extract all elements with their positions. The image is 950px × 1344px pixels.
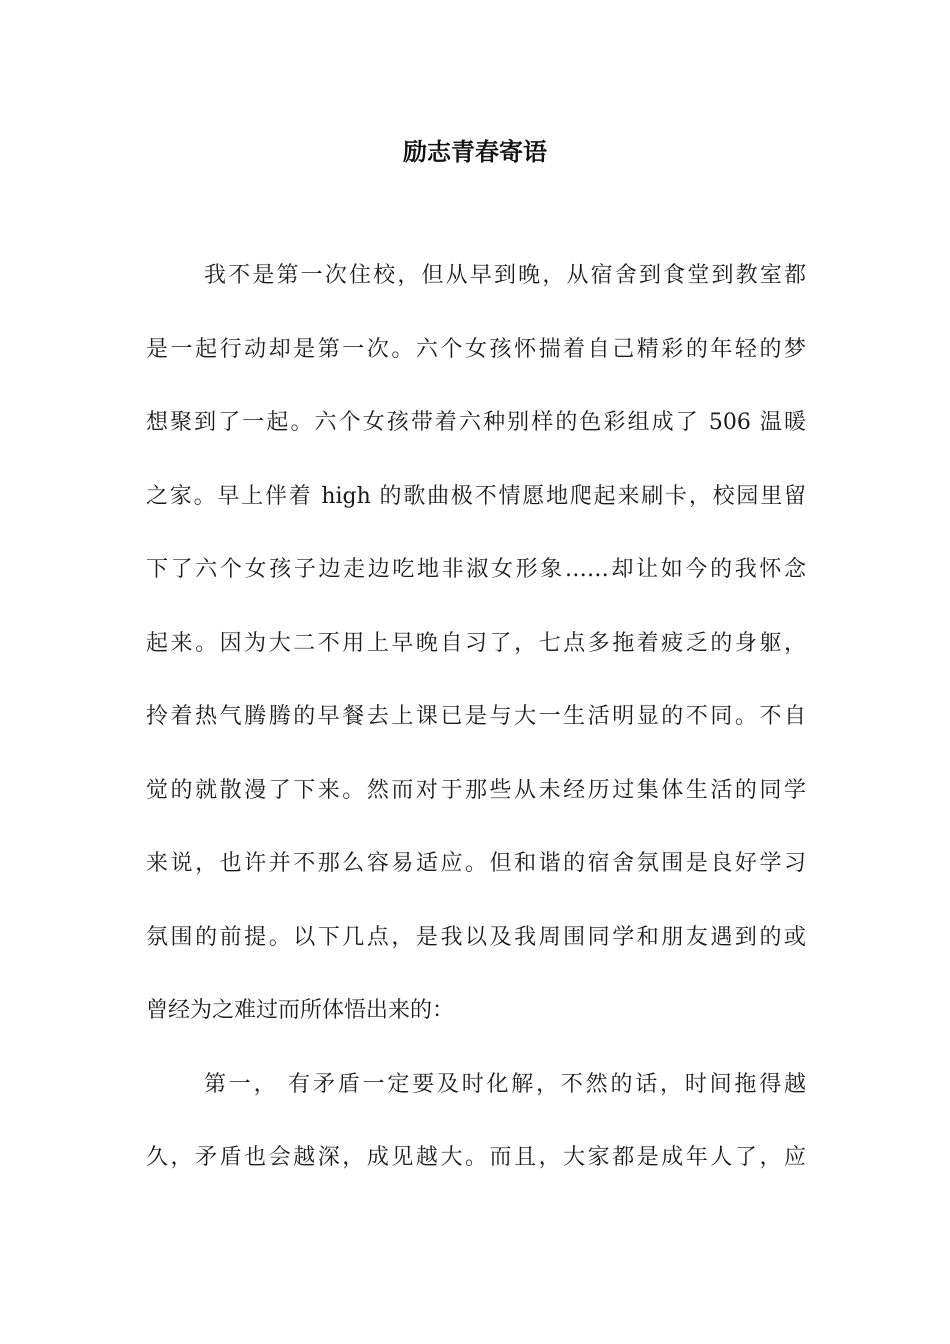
text-line: 是一起行动却是第一次。六个女孩怀揣着自己精彩的年轻的梦 xyxy=(146,336,806,362)
text-line: 拎着热气腾腾的早餐去上课已是与大一生活明显的不同。不自 xyxy=(146,704,806,729)
text-line: 起来。因为大二不用上早晚自习了，七点多拖着疲乏的身躯， xyxy=(146,630,806,656)
text-line: 我不是第一次住校，但从早到晚，从宿舍到食堂到教室都 xyxy=(204,263,806,288)
text-line: 下了六个女孩子边走边吃地非淑女形象……却让如今的我怀念 xyxy=(146,557,806,582)
document-title: 励志青春寄语 xyxy=(403,137,547,166)
text-line: 之家。早上伴着 high 的歌曲极不情愿地爬起来刷卡，校园里留 xyxy=(146,483,806,509)
document-body xyxy=(146,254,806,1210)
text-line: 来说，也许并不那么容易适应。但和谐的宿舍氛围是良好学习 xyxy=(146,851,806,876)
text-line: 曾经为之难过而所体悟出来的： xyxy=(146,998,455,1023)
text-line: 想聚到了一起。六个女孩带着六种别样的色彩组成了 506 温暖 xyxy=(146,410,806,435)
text-line: 氛围的前提。以下几点，是我以及我周围同学和朋友遇到的或 xyxy=(146,924,806,950)
text-line: 久，矛盾也会越深，成见越大。而且，大家都是成年人了，应 xyxy=(146,1145,806,1170)
text-line: 第一， 有矛盾一定要及时化解，不然的话，时间拖得越 xyxy=(204,1071,806,1097)
text-line: 觉的就散漫了下来。然而对于那些从未经历过集体生活的同学 xyxy=(146,777,806,803)
